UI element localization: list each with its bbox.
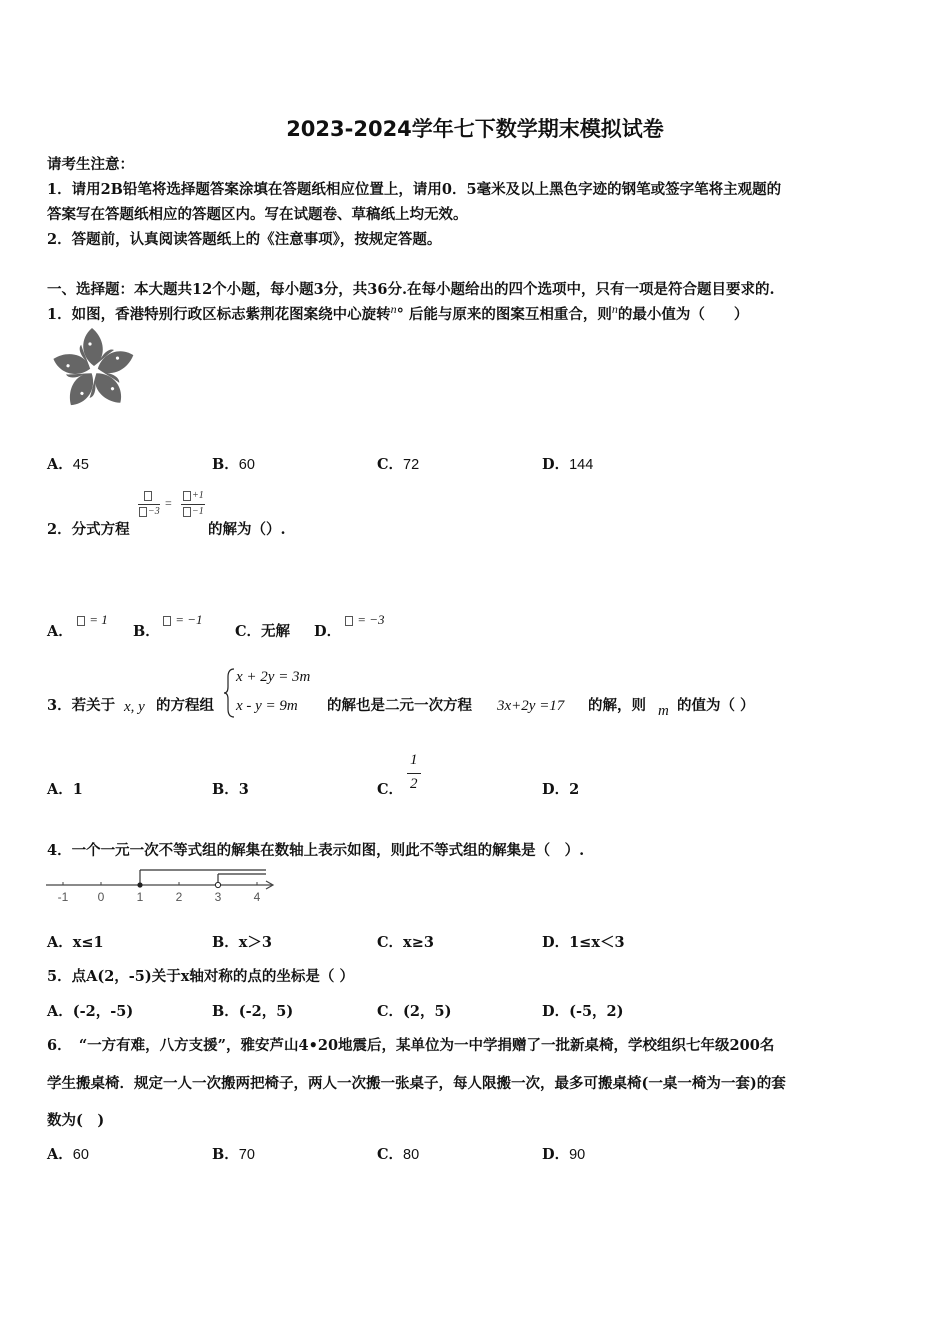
q3-eq3: 3x+2y =17 bbox=[497, 698, 565, 714]
q1-stem: 1．如图，香港特别行政区标志紫荆花图案绕中心旋转$^n$° 后能与原来的图案互相重合，则$^n$的最小值为（ ） bbox=[47, 302, 749, 323]
q3-system-brace bbox=[224, 667, 236, 719]
q3-option-c[interactable]: C． bbox=[377, 781, 404, 798]
q2-stem-b: 的解为（）. bbox=[208, 521, 286, 538]
q3-option-c-bar bbox=[407, 773, 421, 774]
tick-label-0: 0 bbox=[97, 890, 105, 904]
q2-frac-right-den: −1 bbox=[182, 506, 204, 517]
q4-option-c[interactable]: C．x≥3 bbox=[377, 934, 434, 951]
q1-option-d[interactable]: D．144 bbox=[542, 456, 594, 473]
q5-stem: 5．点A(2，-5)关于x轴对称的点的坐标是（ ） bbox=[47, 968, 354, 985]
q4-option-a[interactable]: A．x≤1 bbox=[47, 934, 104, 951]
q2-frac-left-num bbox=[143, 490, 153, 501]
q2-equals: = bbox=[165, 496, 172, 510]
q6-option-d[interactable]: D．90 bbox=[542, 1146, 586, 1163]
q5-option-b[interactable]: B．(-2，5) bbox=[212, 1003, 294, 1020]
q3-option-d[interactable]: D．2 bbox=[542, 781, 580, 798]
q1-option-a[interactable]: A．45 bbox=[47, 456, 89, 473]
tick-label-neg1: -1 bbox=[57, 890, 69, 904]
q1-var-n-2: n bbox=[611, 302, 618, 316]
tick-label-2: 2 bbox=[175, 890, 183, 904]
bauhinia-flower-figure bbox=[48, 325, 140, 415]
q6-option-a[interactable]: A．60 bbox=[47, 1146, 89, 1163]
q6-line-1: 6． “一方有难，八方支援”，雅安芦山4•20地震后，某单位为一中学捐赠了一批新桌椅，学校组织七年级200名 bbox=[47, 1037, 775, 1054]
q2-option-a-value: = 1 bbox=[76, 612, 108, 628]
q2-frac-right-num: +1 bbox=[182, 490, 204, 501]
q3-stem-c: 的解也是二元一次方程 bbox=[327, 697, 472, 714]
q2-option-d[interactable]: D． bbox=[314, 623, 342, 640]
q5-option-c[interactable]: C．(2，5) bbox=[377, 1003, 452, 1020]
q3-option-a[interactable]: A．1 bbox=[47, 781, 83, 798]
q3-stem-e: 的值为（ ） bbox=[677, 697, 755, 714]
q1-var-n: n bbox=[390, 302, 397, 316]
q2-option-d-value: = −3 bbox=[344, 612, 385, 628]
q2-option-a[interactable]: A． bbox=[47, 623, 73, 640]
q4-option-b[interactable]: B．x＞3 bbox=[212, 934, 272, 951]
q5-option-a[interactable]: A．(-2，-5) bbox=[47, 1003, 134, 1020]
q5-option-d[interactable]: D．(-5，2) bbox=[542, 1003, 624, 1020]
section-heading: 一、选择题：本大题共12个小题，每小题3分，共36分.在每小题给出的四个选项中，只有一项是符合题目要求的. bbox=[47, 281, 775, 298]
tick-label-4: 4 bbox=[253, 890, 261, 904]
q2-equation bbox=[136, 490, 208, 524]
q6-option-c[interactable]: C．80 bbox=[377, 1146, 420, 1163]
q3-option-b[interactable]: B．3 bbox=[212, 781, 249, 798]
page-title: 2023-2024学年七下数学期末模拟试卷 bbox=[286, 117, 664, 141]
notice-line-1b: 答案写在答题纸相应的答题区内。写在试题卷、草稿纸上均无效。 bbox=[47, 206, 468, 223]
q2-option-b[interactable]: B． bbox=[133, 623, 160, 640]
q4-option-d[interactable]: D．1≤x＜3 bbox=[542, 934, 625, 951]
q3-stem-b: 的方程组 bbox=[156, 697, 214, 714]
notice-heading: 请考生注意： bbox=[47, 156, 134, 173]
q1-option-b[interactable]: B．60 bbox=[212, 456, 255, 473]
q6-line-3: 数为( ) bbox=[47, 1112, 105, 1129]
q3-vars: x, y bbox=[124, 699, 145, 715]
tick-label-3: 3 bbox=[214, 890, 222, 904]
q3-option-c-num: 1 bbox=[410, 752, 418, 768]
q3-eq2: x - y = 9m bbox=[236, 698, 298, 714]
q2-option-b-value: = −1 bbox=[162, 612, 203, 628]
q3-var-m: m bbox=[658, 703, 669, 719]
q2-stem-a: 2．分式方程 bbox=[47, 521, 130, 538]
notice-line-2: 2．答题前，认真阅读答题纸上的《注意事项》，按规定答题。 bbox=[47, 231, 442, 248]
q6-option-b[interactable]: B．70 bbox=[212, 1146, 255, 1163]
q2-frac-left-den: −3 bbox=[138, 506, 160, 517]
notice-line-1a: 1．请用2B铅笔将选择题答案涂填在答题纸相应位置上，请用0．5毫米及以上黑色字迹的钢笔或签字笔将主观题的 bbox=[47, 181, 782, 198]
tick-label-1: 1 bbox=[136, 890, 144, 904]
q4-stem: 4．一个一元一次不等式组的解集在数轴上表示如图，则此不等式组的解集是（ ）. bbox=[47, 842, 585, 859]
number-line-figure bbox=[44, 866, 276, 906]
q1-option-c[interactable]: C．72 bbox=[377, 456, 420, 473]
q3-stem-d: 的解，则 bbox=[588, 697, 646, 714]
q6-line-2: 学生搬桌椅．规定一人一次搬两把椅子，两人一次搬一张桌子，每人限搬一次，最多可搬桌椅(一桌一椅为一套)的套 bbox=[47, 1075, 786, 1092]
q3-eq1: x + 2y = 3m bbox=[236, 669, 311, 685]
q2-option-c[interactable]: C．无解 bbox=[235, 623, 291, 640]
q3-stem-a: 3．若关于 bbox=[47, 697, 116, 714]
q3-option-c-den: 2 bbox=[410, 776, 418, 792]
